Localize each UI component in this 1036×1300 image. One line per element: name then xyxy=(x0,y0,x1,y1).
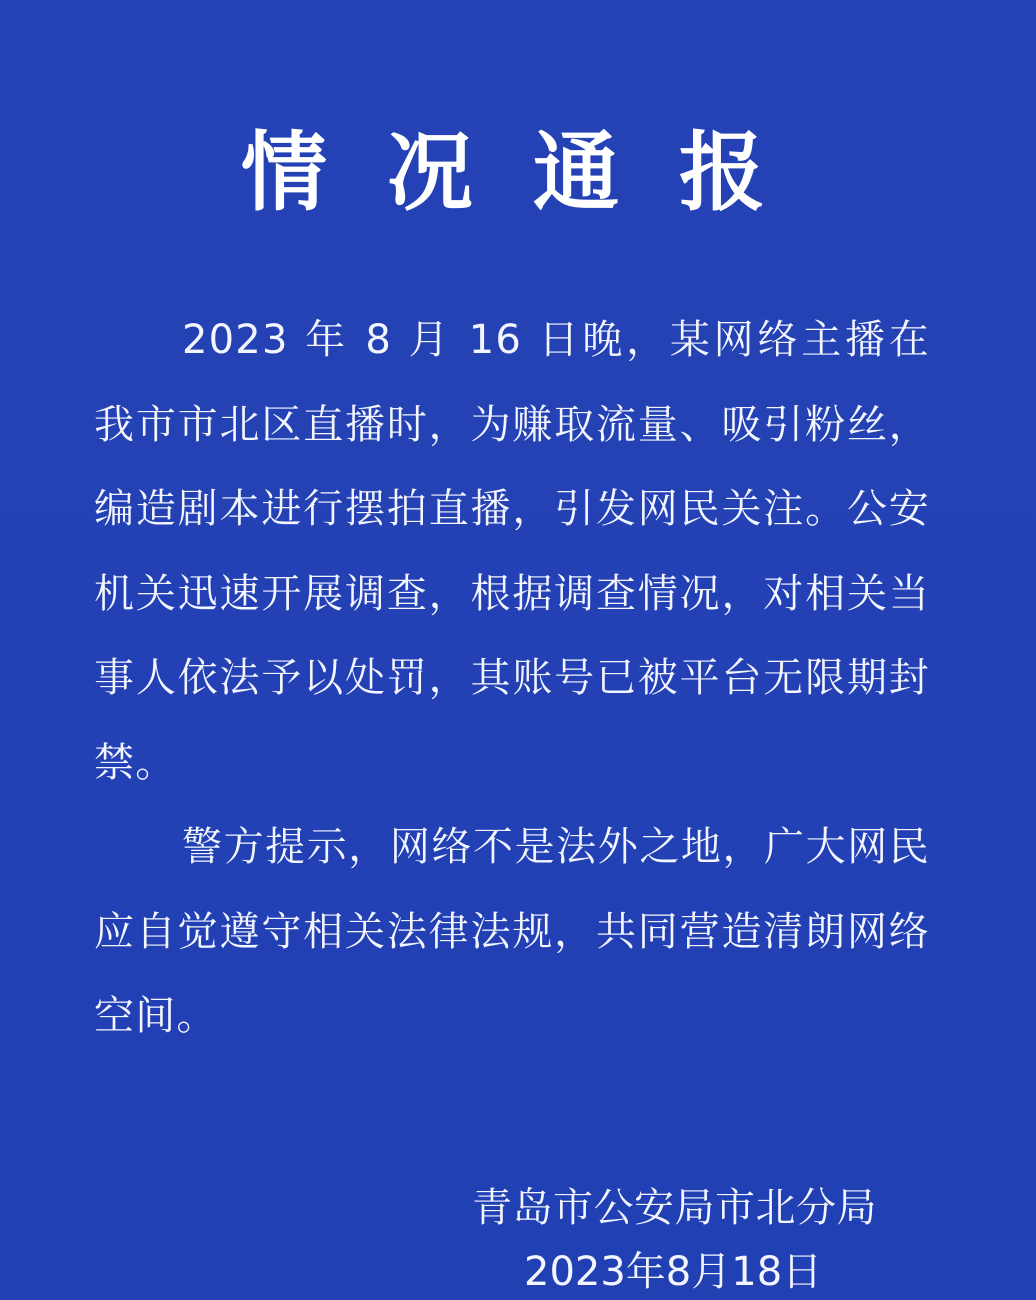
notice-signature xyxy=(472,1180,1032,1300)
notice-body xyxy=(94,298,930,1059)
issuing-organization: 青岛市公安局市北分局 xyxy=(472,1185,877,1231)
notice-paragraph-2: 警方提示，网络不是法外之地，广大网民应自觉遵守相关法律法规，共同营造清朗网络空间。 xyxy=(94,824,930,1039)
issue-date: 2023年8月18日 xyxy=(524,1249,823,1295)
notice-title: 情况通报 xyxy=(241,122,825,223)
notice-paragraph-1: 2023 年 8 月 16 日晚，某网络主播在我市市北区直播时，为赚取流量、吸引粉丝，编造剧本进行摆拍直播，引发网民关注。公安机关迅速开展调查，根据调查情况，对相关当事人依法予以处罚，其账号已被平台无限期封禁。 xyxy=(94,317,930,786)
